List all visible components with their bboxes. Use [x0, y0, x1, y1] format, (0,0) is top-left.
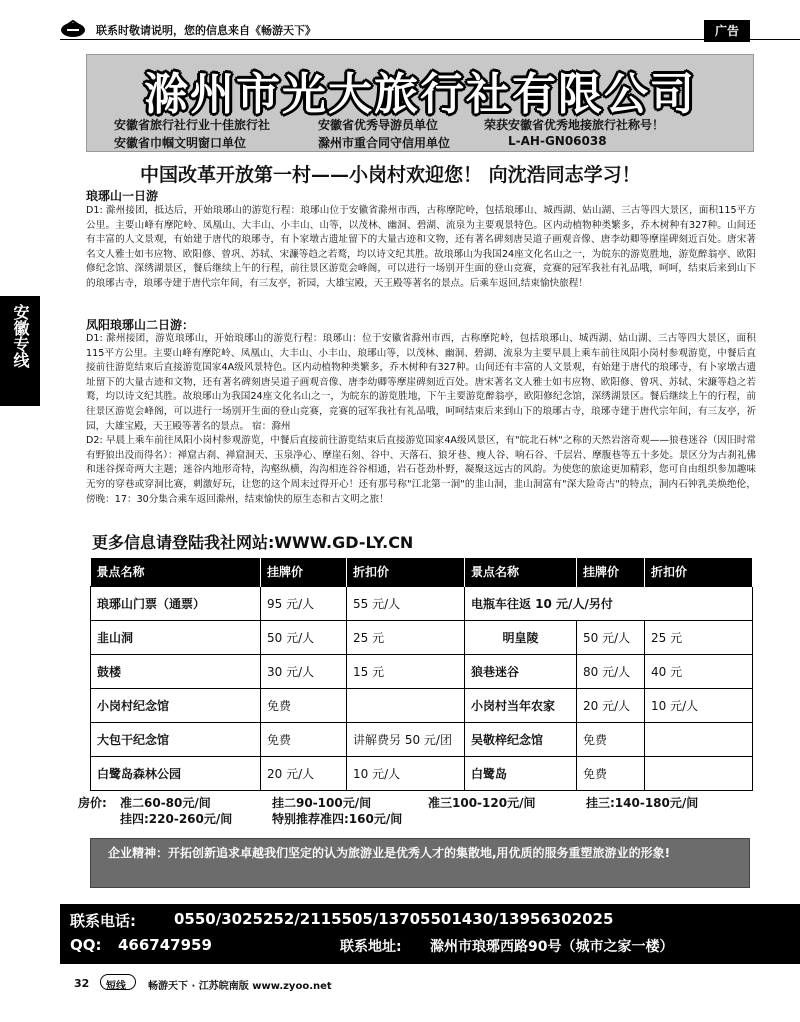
cell	[645, 756, 753, 790]
cell: 电瓶车往返 10 元/人/另付	[465, 586, 753, 620]
footer-text: 畅游天下 · 江苏皖南版 www.zyoo.net	[148, 981, 332, 992]
honor-4: 安徽省巾帼文明窗口单位	[114, 136, 247, 150]
price-table-header	[91, 558, 753, 586]
table-row	[91, 688, 753, 722]
cell: 免费	[577, 722, 645, 756]
cell: 10 元/人	[347, 756, 465, 790]
room-label: 房价:	[78, 796, 107, 810]
honor-2: 安徽省优秀导游员单位	[318, 118, 439, 132]
footer-tag: 短线	[106, 981, 126, 992]
cell: 大包干纪念馆	[91, 722, 261, 756]
trip1-body	[86, 204, 756, 292]
price-table	[90, 558, 753, 791]
cell: 50 元/人	[577, 620, 645, 654]
cell: 95 元/人	[261, 586, 347, 620]
table-row	[91, 722, 753, 756]
table-row	[91, 620, 753, 654]
room-price: 特别推荐准四:160元/间	[272, 812, 403, 826]
cell: 10 元/人	[645, 688, 753, 722]
cell: 30 元/人	[261, 654, 347, 688]
company-name: 滁州市光大旅行社有限公司	[144, 69, 696, 120]
side-tab-anhui	[0, 296, 40, 406]
col-header: 折扣价	[347, 558, 465, 586]
col-header: 挂牌价	[261, 558, 347, 586]
spirit-text: 企业精神：开拓创新追求卓越我们坚定的认为旅游业是优秀人才的集散地,用优质的服务重塑旅游业的形象!	[108, 846, 671, 860]
trip2-day2: D2: 早晨上乘车前往凤阳小岗村参观游览，中餐后直接前往游览结束后直接游览国家4A级风景区，有"皖北石林"之称的天然岩溶奇观——狼巷迷谷（因旧时常有野狼出没而得名）：禅窟古刹、禅窟洞天、玉泉净心、摩崖石刻、谷中、天落石、狼牙巷、瘦人谷、响石谷、千层岩、摩腹巷等五十多处。景区分为古刹礼佛和迷谷探奇两大主题；迷谷内地形奇特，沟壑纵横，沟沟相连谷谷相通，岩石苍劲朴野，凝聚这远古的风韵。为使您的旅途更加精彩，您可自由组织参加趣味无穷的穿巷或穿洞比赛，刺激好玩，让您的这个周末过得开心！还有那号称"江北第一洞"的韭山洞，韭山洞富有"深大险奇古"的特点，洞内石钟乳美焕绝伦，傍晚：17：30分集合乘车返回滁州，结束愉快的原生态和古文明之旅！	[86, 435, 756, 505]
cell: 免费	[577, 756, 645, 790]
ad-tag: 广告	[704, 20, 750, 42]
magazine-logo-icon	[60, 18, 86, 40]
cell: 40 元	[645, 654, 753, 688]
trip2-day1: D1: 滁州接团，游览琅琊山，开始琅琊山的游览行程：琅琊山：位于安徽省滁州市西，古称摩陀岭，包括琅琊山、城西湖、姑山湖、三古等四大景区，面积115平方公里。主要山峰有摩陀岭、凤凰山、大丰山、小丰山、琅琊山等，以茂林、幽洞、碧湖、流泉为主要早晨上乘车前往凤阳小岗村参观游览，中餐后直接前往游览结束后直接游览国家4A级风景特色。区内动植物种类繁多，乔木树种有327种。山间还有丰富的人文景观，有始建于唐代的琅琊寺，有卜家墩古遗址留下的大量古迹和文物，还有著名碑刻唐吴道子画观音像、唐李幼卿等摩崖碑刻近百处。唐宋著名文人雅士如韦应物、欧阳修、曾巩、苏轼、宋濂等趋之若鹜，均以诗文纪其胜。故琅琊山为我国24座文化名山之一，为皖东的游览胜地，下午主要游览醉翁亭，欧阳修纪念馆，深绣湖景区。餐后继续上午的行程，前往景区游览会峰阁，可以进行一场别开生面的登山竞赛，竞赛的冠军我社有礼品哦，呵呵结束后来到山下的琅琊古寺，琅琊寺建于唐代宗年间，有三友亭，祈园，大雄宝殿，天王殿等著名的景点。 宿：滁州	[86, 333, 756, 432]
side-tab-label: 安徽专线	[11, 304, 30, 368]
cell: 吴敬梓纪念馆	[465, 722, 577, 756]
room-price: 准三100-120元/间	[428, 796, 536, 810]
website-line: 更多信息请登陆我社网站:WWW.GD-LY.CN	[92, 533, 414, 552]
cell: 琅琊山门票（通票）	[91, 586, 261, 620]
cell: 小岗村纪念馆	[91, 688, 261, 722]
col-header: 景点名称	[91, 558, 261, 586]
room-price: 挂三:140-180元/间	[586, 796, 699, 810]
room-price: 准二60-80元/间	[120, 796, 211, 810]
source-note: 联系时敬请说明，您的信息来自《畅游天下》	[96, 24, 316, 37]
honor-1: 安徽省旅行社行业十佳旅行社	[114, 118, 271, 132]
cell: 讲解费另 50 元/团	[347, 722, 465, 756]
trip1-text: D1: 滁州接团，抵达后，开始琅琊山的游览行程：琅琊山位于安徽省滁州市西，古称摩陀岭，包括琅琊山、城西湖、姑山湖、三古等四大景区，面积115平方公里。主要山峰有摩陀岭、凤凰山、大丰山、小丰山、山等，以茂林、幽洞、碧湖、流泉为主要观景特色。区内动植物种类繁多，乔木树种有327种。山间还有丰富的人文景观，有始建于唐代的琅琊寺，有卜家墩古遗址留下的大量古迹和文物，还有著名碑刻唐吴道子画观音像、唐李幼卿等摩崖碑刻近百处。唐宋著名文人雅士如韦应物、欧阳修、曾巩、苏轼、宋濂等趋之若鹜，均以诗文纪其胜。故琅琊山为我国24座文化名山之一，为皖东的游览胜地，游览醉翁亭、欧阳修纪念馆、深绣湖景区，餐后继续上午的行程，前往景区游览会峰阁，可以进行一场别开生面的登山竞赛，竞赛的冠军我社有礼品哦，呵呵，结束后来到山下的琅琊古寺，琅琊寺建于唐代宗年间，有三友亭，祈园，大雄宝殿，天王殿等著名的景点。后乘车返回,结束愉快旅程！	[86, 205, 756, 289]
cell: 鼓楼	[91, 654, 261, 688]
cell: 80 元/人	[577, 654, 645, 688]
trip1-title: 琅琊山一日游	[86, 189, 159, 203]
cell: 15 元	[347, 654, 465, 688]
headline: 中国改革开放第一村——小岗村欢迎您！ 向沈浩同志学习！	[140, 164, 641, 186]
room-price: 挂四:220-260元/间	[120, 812, 233, 826]
page-number: 32	[74, 977, 90, 990]
cell: 20 元/人	[577, 688, 645, 722]
col-header: 景点名称	[465, 558, 577, 586]
cell: 55 元/人	[347, 586, 465, 620]
trip2-title: 凤阳琅琊山二日游：	[86, 318, 195, 332]
address: 滁州市琅琊西路90号（城市之家一楼）	[430, 939, 674, 955]
cell: 25 元	[347, 620, 465, 654]
qq-label: QQ:	[70, 936, 102, 954]
cell: 25 元	[645, 620, 753, 654]
honor-5: 滁州市重合同守信用单位	[318, 136, 451, 150]
col-header: 折扣价	[645, 558, 753, 586]
cell	[645, 722, 753, 756]
table-row	[91, 756, 753, 790]
cell: 20 元/人	[261, 756, 347, 790]
cell: 白鹭岛	[465, 756, 577, 790]
table-row	[91, 654, 753, 688]
address-label: 联系地址:	[340, 939, 402, 955]
cell: 韭山洞	[91, 620, 261, 654]
qq-number: 466747959	[118, 936, 212, 954]
cell: 狼巷迷谷	[465, 654, 577, 688]
cell: 免费	[261, 722, 347, 756]
table-row	[91, 586, 753, 620]
honor-3: 荣获安徽省优秀地接旅行社称号！	[484, 118, 665, 132]
cell: 明皇陵	[465, 620, 577, 654]
cell: 白鹭岛森林公园	[91, 756, 261, 790]
phone-label: 联系电话:	[70, 912, 136, 930]
cell: 免费	[261, 688, 347, 722]
phone-numbers: 0550/3025252/2115505/13705501430/13956302025	[174, 910, 614, 928]
col-header: 挂牌价	[577, 558, 645, 586]
trip2-body	[86, 332, 756, 507]
cell: 50 元/人	[261, 620, 347, 654]
license-number: L-AH-GN06038	[508, 134, 607, 148]
cell: 小岗村当年农家	[465, 688, 577, 722]
room-price: 挂二90-100元/间	[272, 796, 372, 810]
cell	[347, 688, 465, 722]
